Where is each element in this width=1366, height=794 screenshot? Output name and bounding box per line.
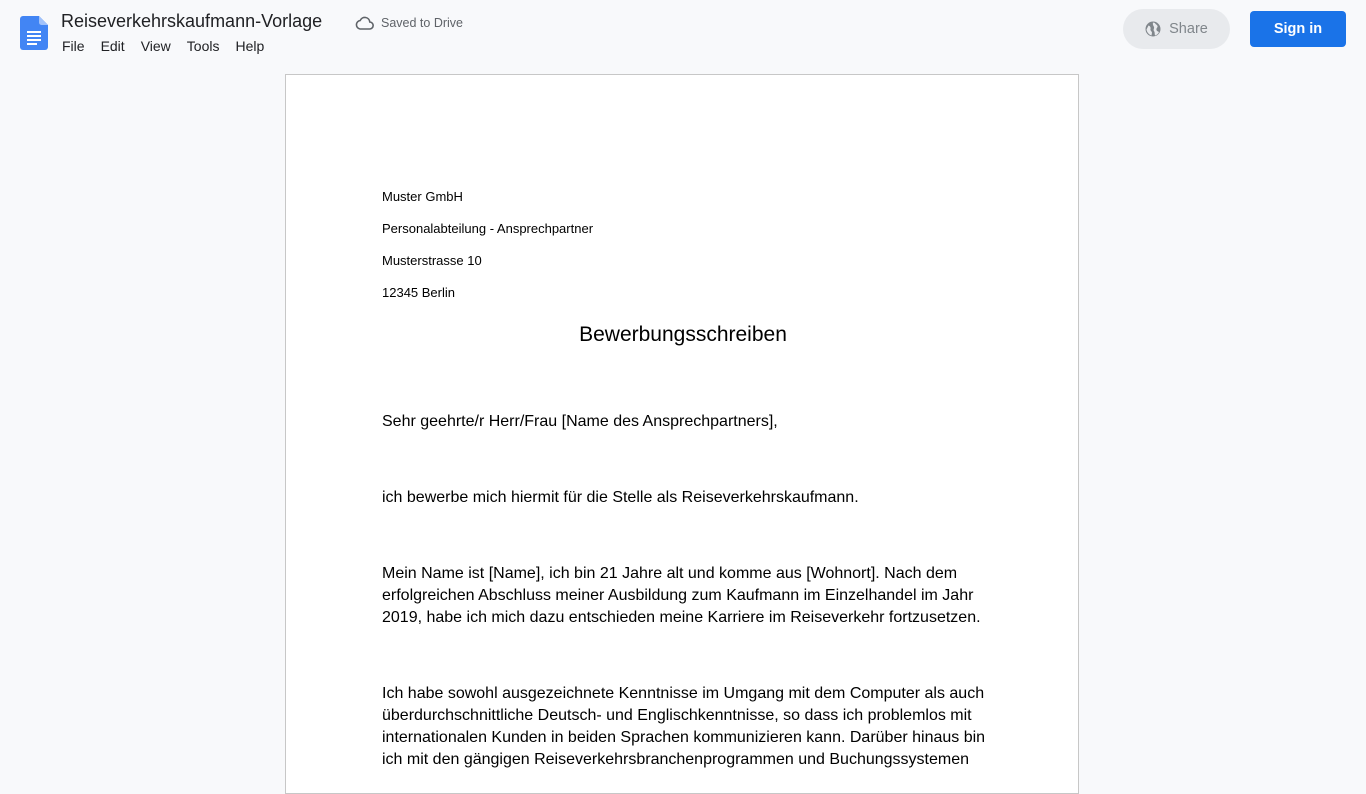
menu-tools[interactable]: Tools: [186, 38, 220, 54]
address-department: Personalabteilung - Ansprechpartner: [382, 221, 594, 236]
menu-help[interactable]: Help: [235, 38, 265, 54]
intro-paragraph: [382, 487, 994, 509]
paragraph-2-line: Ich habe sowohl ausgezeichnete Kenntnisse im Umgang mit dem Computer als auch: [382, 685, 985, 702]
saved-status-label: Saved to Drive: [381, 16, 463, 30]
salutation: [382, 411, 994, 433]
cloud-done-icon: [355, 16, 374, 30]
document-page[interactable]: [285, 74, 1079, 794]
document-heading: Bewerbungsschreiben: [579, 323, 787, 346]
menu-file[interactable]: File: [62, 38, 85, 54]
globe-icon: [1145, 21, 1161, 37]
salutation-line: Sehr geehrte/r Herr/Frau [Name des Ansprechpartners],: [382, 413, 778, 430]
paragraph-1: [382, 563, 994, 629]
menu-bar: [54, 36, 272, 56]
document-title[interactable]: Reiseverkehrskaufmann-Vorlage: [61, 11, 323, 31]
paragraph-2: [382, 683, 994, 771]
google-docs-icon[interactable]: [20, 16, 48, 50]
paragraph-1-line: erfolgreichen Abschluss meiner Ausbildung zum Kaufmann im Einzelhandel im Jahr: [382, 587, 974, 604]
address-company: Muster GmbH: [382, 189, 463, 204]
paragraph-2-line: überdurchschnittliche Deutsch- und Englischkenntnisse, so dass ich problemlos mit: [382, 707, 972, 724]
paragraph-2-line: ich mit den gängigen Reiseverkehrsbranchenprogrammen und Buchungssystemen: [382, 751, 969, 768]
menu-edit[interactable]: Edit: [100, 38, 125, 54]
share-button-label: Share: [1169, 21, 1208, 37]
intro-line: ich bewerbe mich hiermit für die Stelle als Reiseverkehrskaufmann.: [382, 489, 859, 506]
sign-in-button[interactable]: Sign in: [1250, 11, 1346, 47]
app-header: [0, 0, 1366, 64]
paragraph-2-line: internationalen Kunden in beiden Sprachen kommunizieren kann. Darüber hinaus bin: [382, 729, 986, 746]
paragraph-1-line: 2019, habe ich mich dazu entschieden meine Karriere im Reiseverkehr fortzusetzen.: [382, 609, 981, 626]
address-city: 12345 Berlin: [382, 285, 455, 300]
share-button[interactable]: [1123, 9, 1230, 49]
paragraph-1-line: Mein Name ist [Name], ich bin 21 Jahre alt und komme aus [Wohnort]. Nach dem: [382, 565, 958, 582]
saved-status[interactable]: [355, 14, 463, 32]
address-street: Musterstrasse 10: [382, 253, 482, 268]
menu-view[interactable]: View: [140, 38, 171, 54]
